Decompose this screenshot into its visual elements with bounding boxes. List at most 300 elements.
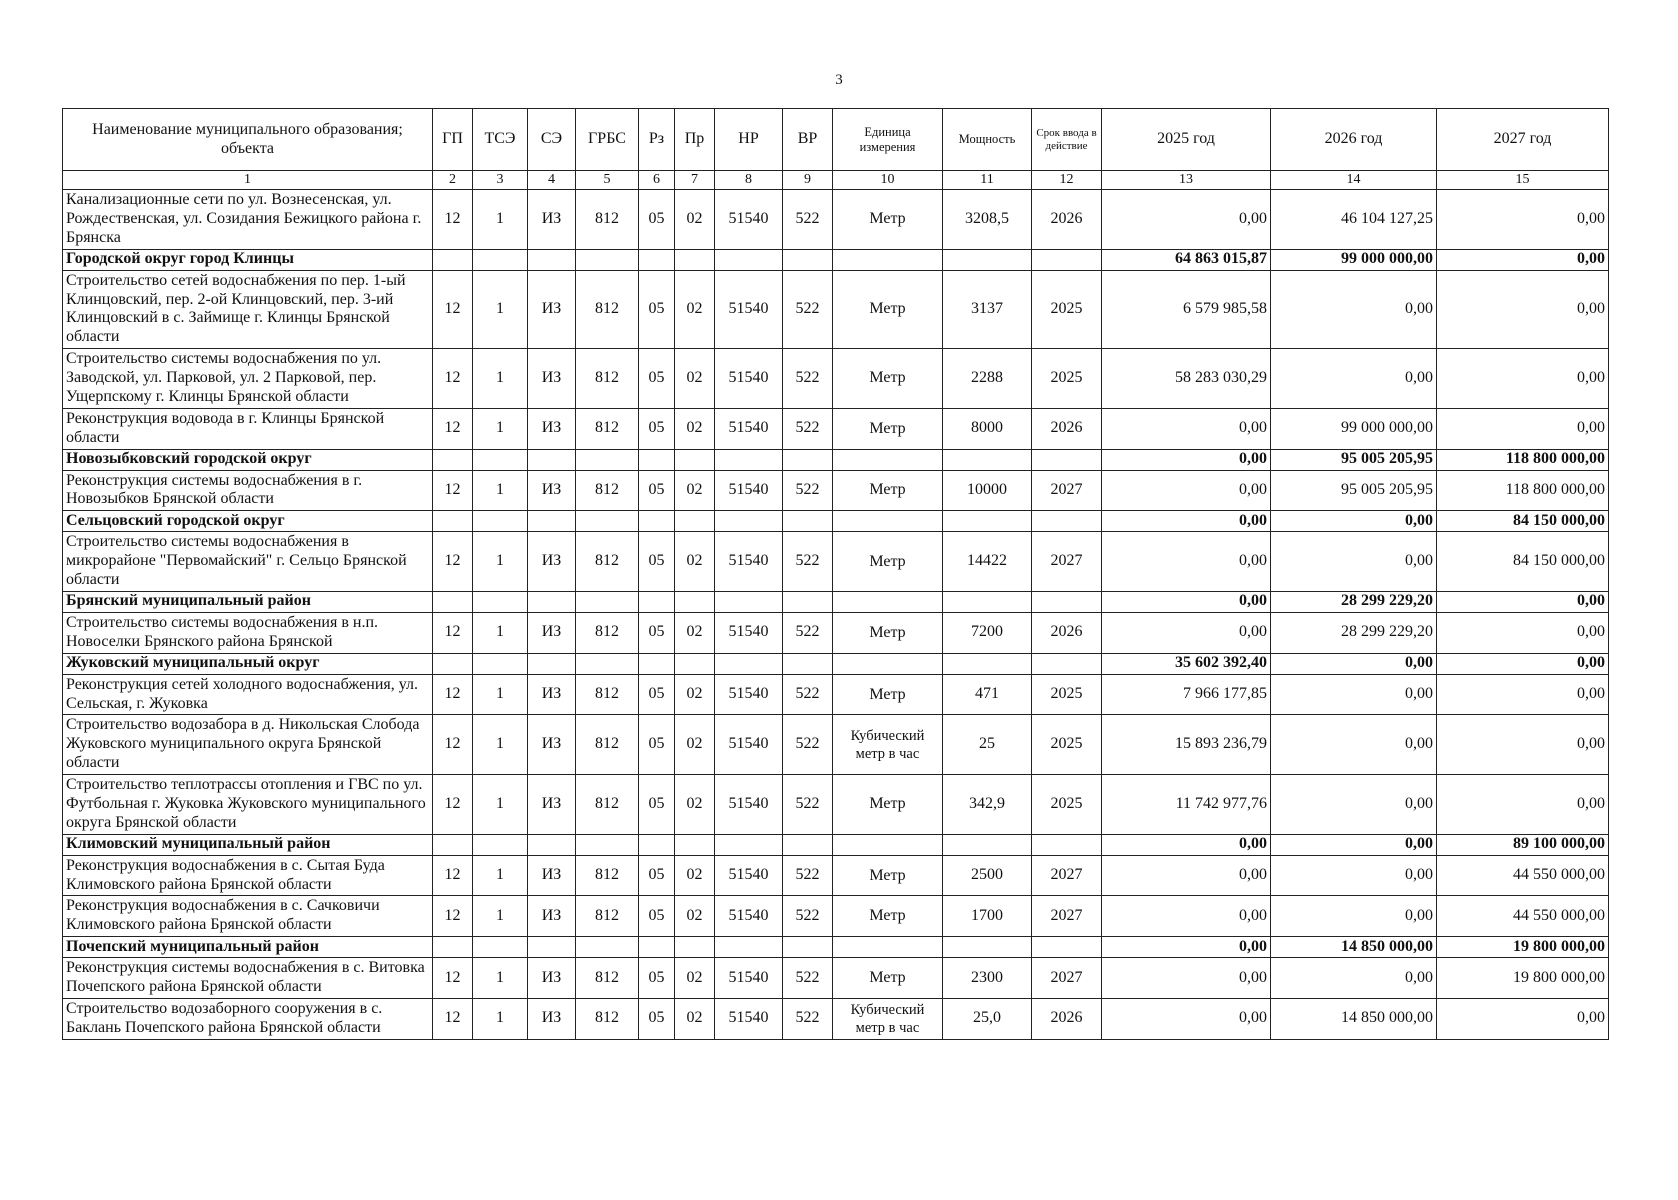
group-amount-2025: 0,00 — [1102, 511, 1271, 532]
empty-cell — [433, 511, 473, 532]
empty-cell — [783, 449, 833, 470]
row-rz: 05 — [639, 855, 675, 896]
row-grbs: 812 — [576, 896, 639, 937]
group-total-row — [63, 591, 1609, 612]
row-unit: Метр — [833, 470, 943, 511]
group-name: Жуковский муниципальный округ — [63, 653, 433, 674]
empty-cell — [833, 834, 943, 855]
group-amount-2027: 89 100 000,00 — [1437, 834, 1609, 855]
empty-cell — [833, 653, 943, 674]
row-grbs: 812 — [576, 674, 639, 715]
row-grbs: 812 — [576, 958, 639, 999]
row-gp: 12 — [433, 470, 473, 511]
column-number: 7 — [675, 171, 715, 190]
empty-cell — [576, 937, 639, 958]
row-unit: Метр — [833, 270, 943, 349]
row-rz: 05 — [639, 612, 675, 653]
empty-cell — [833, 449, 943, 470]
table-row — [63, 715, 1609, 775]
empty-cell — [715, 511, 783, 532]
row-power: 25,0 — [943, 998, 1032, 1039]
empty-cell — [473, 511, 528, 532]
row-nr: 51540 — [715, 470, 783, 511]
empty-cell — [433, 653, 473, 674]
row-rz: 05 — [639, 896, 675, 937]
row-pr: 02 — [675, 998, 715, 1039]
table-row — [63, 190, 1609, 250]
row-unit: Метр — [833, 855, 943, 896]
row-gp: 12 — [433, 349, 473, 409]
page-number: 3 — [835, 72, 843, 88]
empty-cell — [675, 449, 715, 470]
header-commission-date: Срок ввода в действие — [1032, 109, 1102, 171]
row-gp: 12 — [433, 715, 473, 775]
row-vr: 522 — [783, 998, 833, 1039]
empty-cell — [1032, 449, 1102, 470]
empty-cell — [433, 449, 473, 470]
row-pr: 02 — [675, 896, 715, 937]
empty-cell — [528, 653, 576, 674]
header-gp: ГП — [433, 109, 473, 171]
group-amount-2026: 95 005 205,95 — [1271, 449, 1437, 470]
row-se: ИЗ — [528, 349, 576, 409]
row-pr: 02 — [675, 674, 715, 715]
row-se: ИЗ — [528, 612, 576, 653]
group-amount-2027: 118 800 000,00 — [1437, 449, 1609, 470]
row-commission-year: 2026 — [1032, 408, 1102, 449]
table-row — [63, 998, 1609, 1039]
empty-cell — [833, 937, 943, 958]
row-grbs: 812 — [576, 855, 639, 896]
table-row — [63, 349, 1609, 409]
row-name: Канализационные сети по ул. Вознесенская, ул. Рождественская, ул. Созидания Бежицкого района г. Брянска — [63, 190, 433, 250]
row-gp: 12 — [433, 190, 473, 250]
table-row — [63, 674, 1609, 715]
column-number-row — [63, 171, 1609, 190]
group-amount-2026: 99 000 000,00 — [1271, 249, 1437, 270]
row-unit: Метр — [833, 958, 943, 999]
empty-cell — [783, 511, 833, 532]
row-commission-year: 2025 — [1032, 775, 1102, 835]
row-amount-2027: 0,00 — [1437, 715, 1609, 775]
row-name: Строительство системы водоснабжения по ул. Заводской, ул. Парковой, ул. 2 Парковой, пер. Ущерпскому г. Клинцы Брянской области — [63, 349, 433, 409]
row-grbs: 812 — [576, 270, 639, 349]
row-name: Строительство теплотрассы отопления и ГВС по ул. Футбольная г. Жуковка Жуковского муниципального округа Брянской области — [63, 775, 433, 835]
row-amount-2026: 0,00 — [1271, 349, 1437, 409]
empty-cell — [639, 591, 675, 612]
row-vr: 522 — [783, 855, 833, 896]
row-unit: Метр — [833, 408, 943, 449]
row-commission-year: 2026 — [1032, 612, 1102, 653]
column-number: 11 — [943, 171, 1032, 190]
row-rz: 05 — [639, 715, 675, 775]
row-vr: 522 — [783, 349, 833, 409]
group-amount-2027: 0,00 — [1437, 653, 1609, 674]
row-rz: 05 — [639, 270, 675, 349]
table-header-row — [63, 109, 1609, 171]
group-total-row — [63, 653, 1609, 674]
empty-cell — [675, 653, 715, 674]
row-unit: Метр — [833, 775, 943, 835]
group-amount-2026: 28 299 229,20 — [1271, 591, 1437, 612]
row-power: 25 — [943, 715, 1032, 775]
group-amount-2025: 0,00 — [1102, 449, 1271, 470]
row-amount-2027: 19 800 000,00 — [1437, 958, 1609, 999]
header-grbs: ГРБС — [576, 109, 639, 171]
row-name: Строительство системы водоснабжения в микрорайоне "Первомайский" г. Сельцо Брянской области — [63, 532, 433, 592]
row-amount-2026: 46 104 127,25 — [1271, 190, 1437, 250]
row-nr: 51540 — [715, 775, 783, 835]
row-amount-2027: 44 550 000,00 — [1437, 896, 1609, 937]
row-tse: 1 — [473, 470, 528, 511]
row-vr: 522 — [783, 775, 833, 835]
empty-cell — [943, 449, 1032, 470]
group-total-row — [63, 937, 1609, 958]
row-tse: 1 — [473, 958, 528, 999]
row-commission-year: 2027 — [1032, 855, 1102, 896]
empty-cell — [1032, 834, 1102, 855]
row-nr: 51540 — [715, 674, 783, 715]
empty-cell — [433, 249, 473, 270]
row-power: 471 — [943, 674, 1032, 715]
row-grbs: 812 — [576, 998, 639, 1039]
row-se: ИЗ — [528, 998, 576, 1039]
row-amount-2025: 0,00 — [1102, 896, 1271, 937]
empty-cell — [528, 249, 576, 270]
empty-cell — [473, 591, 528, 612]
empty-cell — [833, 249, 943, 270]
group-amount-2025: 35 602 392,40 — [1102, 653, 1271, 674]
row-amount-2026: 0,00 — [1271, 674, 1437, 715]
row-name: Строительство водозабора в д. Никольская Слобода Жуковского муниципального округа Брянской области — [63, 715, 433, 775]
row-power: 8000 — [943, 408, 1032, 449]
empty-cell — [528, 591, 576, 612]
row-se: ИЗ — [528, 958, 576, 999]
row-amount-2026: 0,00 — [1271, 715, 1437, 775]
group-name: Брянский муниципальный район — [63, 591, 433, 612]
row-unit: Кубический метр в час — [833, 715, 943, 775]
column-number: 15 — [1437, 171, 1609, 190]
row-amount-2026: 99 000 000,00 — [1271, 408, 1437, 449]
row-power: 3208,5 — [943, 190, 1032, 250]
empty-cell — [433, 834, 473, 855]
row-amount-2026: 0,00 — [1271, 958, 1437, 999]
row-gp: 12 — [433, 408, 473, 449]
header-2025: 2025 год — [1102, 109, 1271, 171]
row-amount-2026: 0,00 — [1271, 855, 1437, 896]
empty-cell — [1032, 653, 1102, 674]
row-vr: 522 — [783, 612, 833, 653]
empty-cell — [783, 937, 833, 958]
row-pr: 02 — [675, 958, 715, 999]
investment-table — [62, 108, 1609, 1040]
row-rz: 05 — [639, 532, 675, 592]
table-row — [63, 408, 1609, 449]
header-2026: 2026 год — [1271, 109, 1437, 171]
empty-cell — [943, 511, 1032, 532]
row-commission-year: 2027 — [1032, 896, 1102, 937]
empty-cell — [639, 834, 675, 855]
empty-cell — [943, 591, 1032, 612]
row-power: 14422 — [943, 532, 1032, 592]
empty-cell — [639, 653, 675, 674]
row-gp: 12 — [433, 674, 473, 715]
empty-cell — [473, 653, 528, 674]
row-gp: 12 — [433, 270, 473, 349]
row-amount-2027: 0,00 — [1437, 408, 1609, 449]
table-row — [63, 775, 1609, 835]
row-commission-year: 2025 — [1032, 270, 1102, 349]
row-tse: 1 — [473, 270, 528, 349]
group-name: Сельцовский городской округ — [63, 511, 433, 532]
group-name: Климовский муниципальный район — [63, 834, 433, 855]
empty-cell — [1032, 249, 1102, 270]
row-se: ИЗ — [528, 855, 576, 896]
empty-cell — [433, 591, 473, 612]
row-amount-2026: 14 850 000,00 — [1271, 998, 1437, 1039]
row-unit: Метр — [833, 612, 943, 653]
row-gp: 12 — [433, 998, 473, 1039]
row-tse: 1 — [473, 855, 528, 896]
empty-cell — [473, 249, 528, 270]
row-power: 10000 — [943, 470, 1032, 511]
row-tse: 1 — [473, 998, 528, 1039]
row-amount-2027: 0,00 — [1437, 349, 1609, 409]
row-name: Реконструкция водоснабжения в с. Сытая Буда Климовского района Брянской области — [63, 855, 433, 896]
row-grbs: 812 — [576, 775, 639, 835]
empty-cell — [639, 937, 675, 958]
group-amount-2026: 0,00 — [1271, 653, 1437, 674]
group-amount-2026: 0,00 — [1271, 511, 1437, 532]
empty-cell — [639, 249, 675, 270]
header-rz: Рз — [639, 109, 675, 171]
empty-cell — [576, 449, 639, 470]
row-power: 2500 — [943, 855, 1032, 896]
row-commission-year: 2026 — [1032, 190, 1102, 250]
column-number: 9 — [783, 171, 833, 190]
row-nr: 51540 — [715, 408, 783, 449]
empty-cell — [715, 249, 783, 270]
row-nr: 51540 — [715, 896, 783, 937]
row-se: ИЗ — [528, 532, 576, 592]
row-se: ИЗ — [528, 190, 576, 250]
group-amount-2025: 64 863 015,87 — [1102, 249, 1271, 270]
row-pr: 02 — [675, 775, 715, 835]
row-unit: Метр — [833, 349, 943, 409]
empty-cell — [1032, 511, 1102, 532]
row-rz: 05 — [639, 775, 675, 835]
row-power: 3137 — [943, 270, 1032, 349]
row-amount-2027: 0,00 — [1437, 190, 1609, 250]
empty-cell — [473, 834, 528, 855]
row-tse: 1 — [473, 349, 528, 409]
column-number: 10 — [833, 171, 943, 190]
empty-cell — [576, 591, 639, 612]
row-amount-2025: 0,00 — [1102, 532, 1271, 592]
row-commission-year: 2027 — [1032, 958, 1102, 999]
row-vr: 522 — [783, 408, 833, 449]
row-rz: 05 — [639, 190, 675, 250]
empty-cell — [1032, 937, 1102, 958]
row-name: Строительство водозаборного сооружения в с. Баклань Почепского района Брянской области — [63, 998, 433, 1039]
empty-cell — [528, 511, 576, 532]
row-gp: 12 — [433, 612, 473, 653]
row-name: Реконструкция сетей холодного водоснабжения, ул. Сельская, г. Жуковка — [63, 674, 433, 715]
table-row — [63, 532, 1609, 592]
row-name: Реконструкция водоснабжения в с. Сачковичи Климовского района Брянской области — [63, 896, 433, 937]
row-vr: 522 — [783, 896, 833, 937]
table-body — [63, 190, 1609, 1040]
empty-cell — [783, 653, 833, 674]
group-amount-2025: 0,00 — [1102, 591, 1271, 612]
empty-cell — [675, 249, 715, 270]
column-number: 5 — [576, 171, 639, 190]
row-amount-2025: 58 283 030,29 — [1102, 349, 1271, 409]
row-amount-2027: 44 550 000,00 — [1437, 855, 1609, 896]
row-pr: 02 — [675, 349, 715, 409]
row-nr: 51540 — [715, 958, 783, 999]
row-unit: Метр — [833, 532, 943, 592]
row-gp: 12 — [433, 855, 473, 896]
header-unit: Единица измерения — [833, 109, 943, 171]
empty-cell — [783, 249, 833, 270]
row-grbs: 812 — [576, 612, 639, 653]
empty-cell — [639, 449, 675, 470]
column-number: 3 — [473, 171, 528, 190]
row-name: Реконструкция системы водоснабжения в с. Витовка Почепского района Брянской области — [63, 958, 433, 999]
row-rz: 05 — [639, 408, 675, 449]
group-amount-2027: 19 800 000,00 — [1437, 937, 1609, 958]
row-commission-year: 2026 — [1032, 998, 1102, 1039]
row-unit: Кубический метр в час — [833, 998, 943, 1039]
empty-cell — [576, 653, 639, 674]
row-vr: 522 — [783, 532, 833, 592]
table-row — [63, 855, 1609, 896]
column-number: 13 — [1102, 171, 1271, 190]
row-pr: 02 — [675, 715, 715, 775]
column-number: 1 — [63, 171, 433, 190]
row-grbs: 812 — [576, 190, 639, 250]
row-nr: 51540 — [715, 349, 783, 409]
row-nr: 51540 — [715, 532, 783, 592]
empty-cell — [943, 937, 1032, 958]
row-rz: 05 — [639, 470, 675, 511]
row-power: 342,9 — [943, 775, 1032, 835]
row-amount-2025: 0,00 — [1102, 408, 1271, 449]
row-pr: 02 — [675, 190, 715, 250]
header-power: Мощность — [943, 109, 1032, 171]
row-vr: 522 — [783, 270, 833, 349]
row-se: ИЗ — [528, 715, 576, 775]
row-tse: 1 — [473, 190, 528, 250]
group-amount-2025: 0,00 — [1102, 834, 1271, 855]
row-nr: 51540 — [715, 715, 783, 775]
row-se: ИЗ — [528, 270, 576, 349]
empty-cell — [943, 653, 1032, 674]
row-name: Реконструкция системы водоснабжения в г. Новозыбков Брянской области — [63, 470, 433, 511]
header-name: Наименование муниципального образования; объекта — [63, 109, 433, 171]
row-amount-2025: 11 742 977,76 — [1102, 775, 1271, 835]
row-amount-2025: 7 966 177,85 — [1102, 674, 1271, 715]
group-amount-2027: 84 150 000,00 — [1437, 511, 1609, 532]
empty-cell — [675, 834, 715, 855]
row-tse: 1 — [473, 612, 528, 653]
empty-cell — [943, 834, 1032, 855]
row-commission-year: 2025 — [1032, 349, 1102, 409]
empty-cell — [576, 834, 639, 855]
row-unit: Метр — [833, 190, 943, 250]
group-name: Городской округ город Клинцы — [63, 249, 433, 270]
row-rz: 05 — [639, 674, 675, 715]
row-pr: 02 — [675, 470, 715, 511]
empty-cell — [473, 449, 528, 470]
column-number: 4 — [528, 171, 576, 190]
row-amount-2025: 0,00 — [1102, 998, 1271, 1039]
header-se: СЭ — [528, 109, 576, 171]
row-tse: 1 — [473, 715, 528, 775]
column-number: 14 — [1271, 171, 1437, 190]
row-amount-2027: 84 150 000,00 — [1437, 532, 1609, 592]
row-se: ИЗ — [528, 896, 576, 937]
row-gp: 12 — [433, 958, 473, 999]
group-amount-2026: 14 850 000,00 — [1271, 937, 1437, 958]
group-total-row — [63, 834, 1609, 855]
row-amount-2026: 0,00 — [1271, 532, 1437, 592]
row-gp: 12 — [433, 532, 473, 592]
empty-cell — [715, 591, 783, 612]
row-amount-2027: 0,00 — [1437, 674, 1609, 715]
row-amount-2026: 0,00 — [1271, 270, 1437, 349]
empty-cell — [833, 591, 943, 612]
row-pr: 02 — [675, 532, 715, 592]
row-tse: 1 — [473, 408, 528, 449]
group-amount-2027: 0,00 — [1437, 591, 1609, 612]
column-number: 2 — [433, 171, 473, 190]
row-se: ИЗ — [528, 775, 576, 835]
row-power: 2300 — [943, 958, 1032, 999]
row-amount-2027: 118 800 000,00 — [1437, 470, 1609, 511]
header-nr: НР — [715, 109, 783, 171]
row-grbs: 812 — [576, 470, 639, 511]
row-unit: Метр — [833, 896, 943, 937]
row-nr: 51540 — [715, 190, 783, 250]
row-commission-year: 2027 — [1032, 470, 1102, 511]
group-amount-2025: 0,00 — [1102, 937, 1271, 958]
row-se: ИЗ — [528, 470, 576, 511]
empty-cell — [528, 937, 576, 958]
header-2027: 2027 год — [1437, 109, 1609, 171]
group-amount-2026: 0,00 — [1271, 834, 1437, 855]
empty-cell — [715, 653, 783, 674]
row-amount-2025: 0,00 — [1102, 958, 1271, 999]
row-amount-2027: 0,00 — [1437, 612, 1609, 653]
column-number: 8 — [715, 171, 783, 190]
row-unit: Метр — [833, 674, 943, 715]
empty-cell — [639, 511, 675, 532]
row-gp: 12 — [433, 775, 473, 835]
row-amount-2027: 0,00 — [1437, 270, 1609, 349]
group-name: Почепский муниципальный район — [63, 937, 433, 958]
empty-cell — [1032, 591, 1102, 612]
row-name: Реконструкция водовода в г. Клинцы Брянской области — [63, 408, 433, 449]
row-commission-year: 2025 — [1032, 715, 1102, 775]
table-row — [63, 896, 1609, 937]
row-pr: 02 — [675, 270, 715, 349]
row-amount-2026: 28 299 229,20 — [1271, 612, 1437, 653]
row-se: ИЗ — [528, 408, 576, 449]
row-amount-2027: 0,00 — [1437, 998, 1609, 1039]
row-commission-year: 2027 — [1032, 532, 1102, 592]
